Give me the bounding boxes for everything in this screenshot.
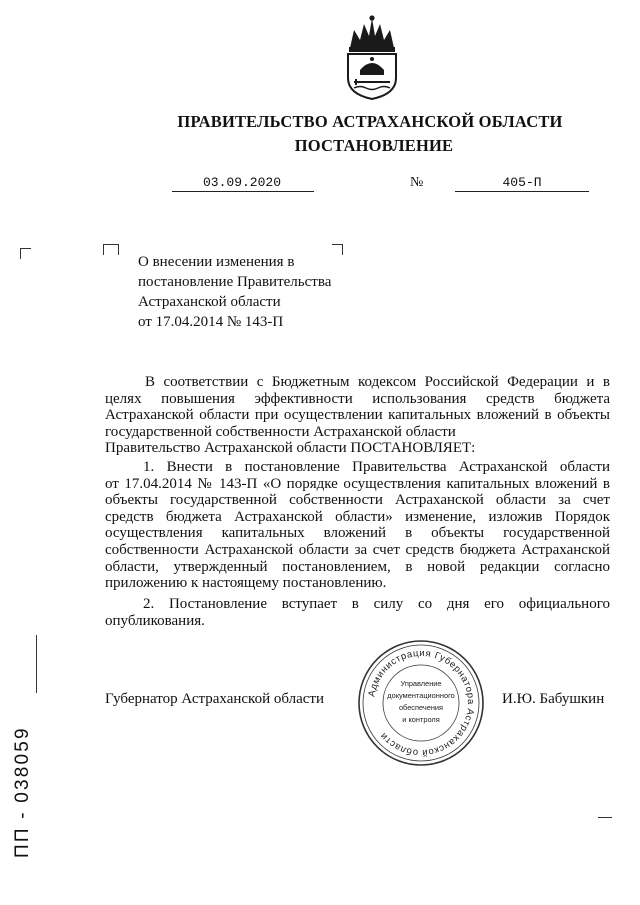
official-stamp-icon xyxy=(356,638,486,768)
subject-line: О внесении изменения в xyxy=(138,254,295,270)
document-date: 03.09.2020 xyxy=(202,175,281,190)
document-number: 405-П xyxy=(502,175,542,190)
clause-1-paragraph xyxy=(105,459,610,592)
document-subject xyxy=(138,252,378,332)
margin-dash xyxy=(598,817,612,818)
preamble-paragraph xyxy=(105,374,610,457)
text-line: Астраханской области при осуществлении капитальных вложений в объекты xyxy=(105,407,610,424)
text-line: собственности Астраханской области за счет средств бюджета Астраханской xyxy=(105,541,610,558)
subject-line: от 17.04.2014 № 143-П xyxy=(138,314,284,330)
stamp-center-line: документационного xyxy=(387,691,455,700)
corner-mark xyxy=(112,244,119,255)
signatory-title: Губернатор Астраханской области xyxy=(105,691,325,707)
stamp-center-line: обеспечения xyxy=(398,703,444,712)
corner-mark xyxy=(20,248,31,259)
text-line: приложению к настоящему постановлению. xyxy=(105,575,387,592)
subject-line: Астраханской области xyxy=(138,294,281,310)
text-line: области, утвержденный постановлением, в новой редакции согласно xyxy=(105,558,610,575)
number-underline xyxy=(455,191,589,192)
document-type-title: ПОСТАНОВЛЕНИЕ xyxy=(294,136,454,155)
text-line: средств бюджета Астраханской области» изменение, изложив Порядок xyxy=(105,508,610,525)
form-serial-number: ПП - 038059 xyxy=(12,726,33,858)
subject-line: постановление Правительства xyxy=(138,274,332,290)
text-line: Правительство Астраханской области ПОСТАНОВЛЯЕТ: xyxy=(105,440,476,457)
margin-line xyxy=(36,635,37,693)
text-line: 2. Постановление вступает в силу со дня его официального xyxy=(143,596,610,612)
date-underline xyxy=(172,191,314,192)
text-line: осуществления капитальных вложений в объекты государственной xyxy=(105,525,610,542)
text-line: В соответствии с Бюджетным кодексом Российской Федерации и в xyxy=(145,374,610,390)
stamp-ring-text: Администрация Губернатора Астраханской области xyxy=(366,647,477,759)
text-line: государственной собственности Астраханской области xyxy=(105,423,456,440)
government-title: ПРАВИТЕЛЬСТВО АСТРАХАНСКОЙ ОБЛАСТИ xyxy=(177,112,563,131)
coat-of-arms-icon xyxy=(340,14,404,100)
clause-2-paragraph xyxy=(105,596,610,629)
number-sign: № xyxy=(410,175,424,190)
text-line: целях повышения эффективности использования средств бюджета xyxy=(105,390,610,407)
stamp-center-line: Управление xyxy=(400,679,442,688)
text-line: опубликования. xyxy=(105,612,205,629)
signatory-name: И.Ю. Бабушкин xyxy=(502,691,605,707)
text-line: объекты государственной собственности Астраханской области за счет xyxy=(105,492,610,509)
stamp-center-line: и контроля xyxy=(402,715,440,724)
text-line: 1. Внести в постановление Правительства Астраханской области xyxy=(143,459,610,475)
text-line: от 17.04.2014 № 143-П «О порядке осуществления капитальных вложений в xyxy=(105,475,610,492)
